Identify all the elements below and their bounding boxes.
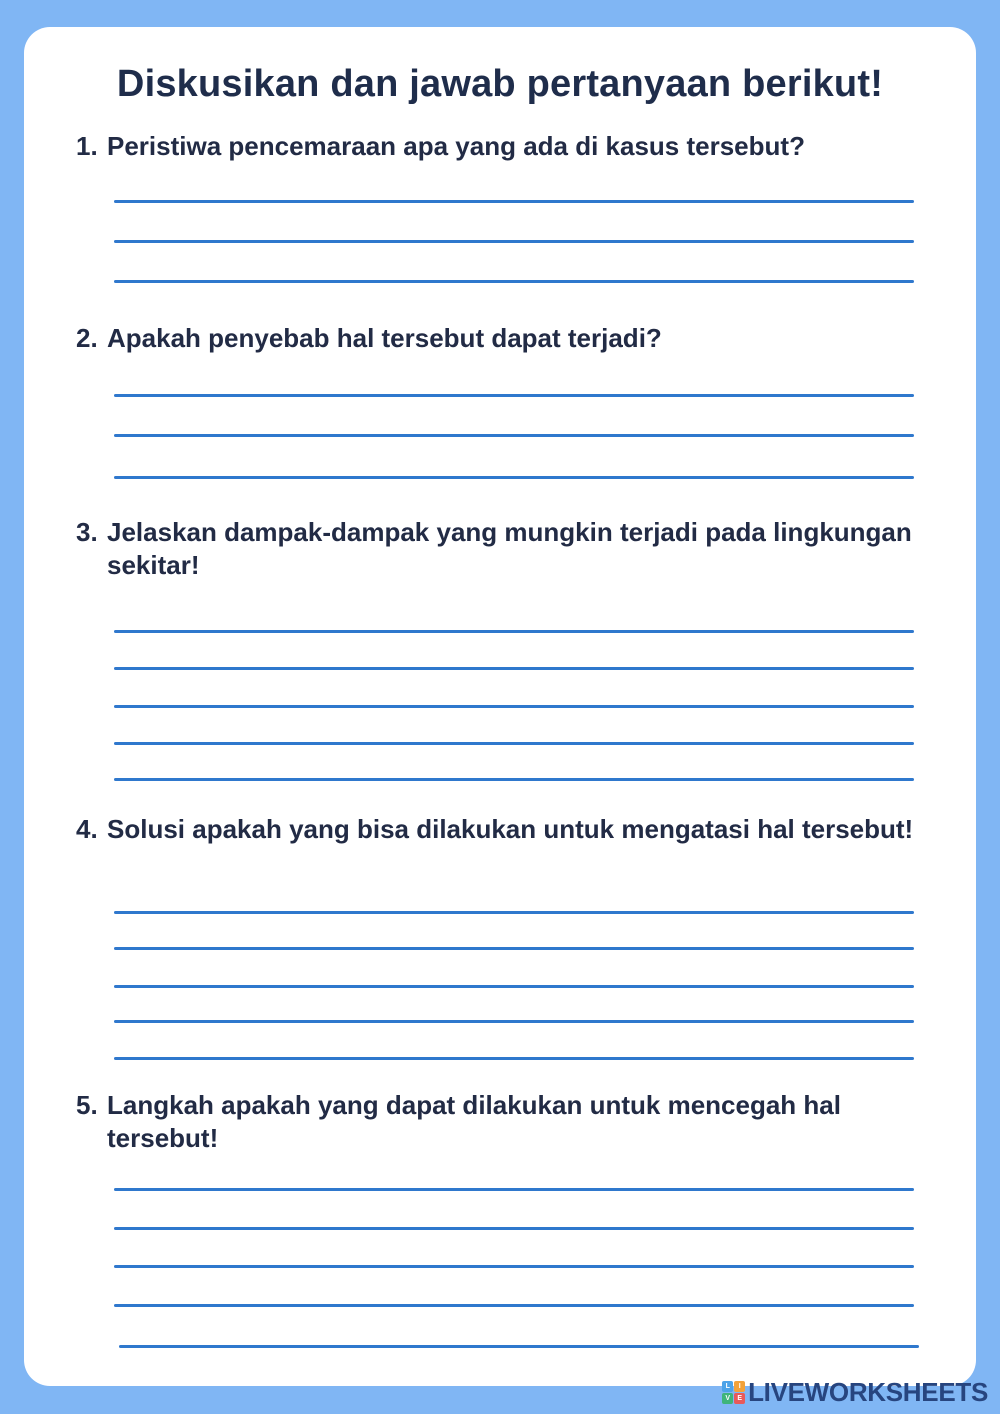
answer-line[interactable]: [114, 667, 914, 670]
question-text: Peristiwa pencemaraan apa yang ada di kasus tersebut?: [107, 131, 805, 161]
answer-line[interactable]: [114, 911, 914, 914]
answer-line[interactable]: [114, 476, 914, 479]
answer-line[interactable]: [114, 1188, 914, 1191]
question-text: Langkah apakah yang dapat dilakukan untuk mencegah hal tersebut!: [107, 1090, 841, 1153]
question-number: 5.: [76, 1090, 98, 1120]
question-text: Solusi apakah yang bisa dilakukan untuk mengatasi hal tersebut!: [107, 814, 914, 844]
question-5: [76, 1089, 926, 1155]
answer-line[interactable]: [114, 1057, 914, 1060]
answer-line[interactable]: [114, 200, 914, 203]
question-number: 3.: [76, 517, 98, 547]
question-4: [76, 813, 926, 846]
answer-line[interactable]: [114, 394, 914, 397]
answer-line[interactable]: [114, 778, 914, 781]
page-title: Diskusikan dan jawab pertanyaan berikut!: [116, 63, 884, 105]
question-number: 2.: [76, 323, 98, 353]
answer-line[interactable]: [114, 434, 914, 437]
question-3: [76, 516, 926, 582]
question-2: [76, 322, 926, 355]
liveworksheets-logo: [722, 1377, 988, 1408]
answer-line[interactable]: [114, 1020, 914, 1023]
brand-label: LIVEWORKSHEETS: [748, 1377, 988, 1407]
answer-line[interactable]: [114, 1227, 914, 1230]
answer-line[interactable]: [114, 742, 914, 745]
answer-line[interactable]: [114, 985, 914, 988]
question-text: Jelaskan dampak-dampak yang mungkin terjadi pada lingkungan sekitar!: [107, 517, 912, 580]
answer-line[interactable]: [114, 1265, 914, 1268]
answer-line[interactable]: [114, 947, 914, 950]
answer-line[interactable]: [119, 1345, 919, 1348]
worksheet-page: [24, 27, 976, 1386]
question-number: 1.: [76, 131, 98, 161]
question-1: [76, 130, 926, 163]
answer-line[interactable]: [114, 630, 914, 633]
answer-line[interactable]: [114, 240, 914, 243]
answer-line[interactable]: [114, 280, 914, 283]
answer-line[interactable]: [114, 705, 914, 708]
question-number: 4.: [76, 814, 98, 844]
answer-line[interactable]: [114, 1304, 914, 1307]
question-text: Apakah penyebab hal tersebut dapat terjadi?: [107, 323, 662, 353]
liveworksheets-logo-icon: L I V E: [722, 1381, 745, 1404]
